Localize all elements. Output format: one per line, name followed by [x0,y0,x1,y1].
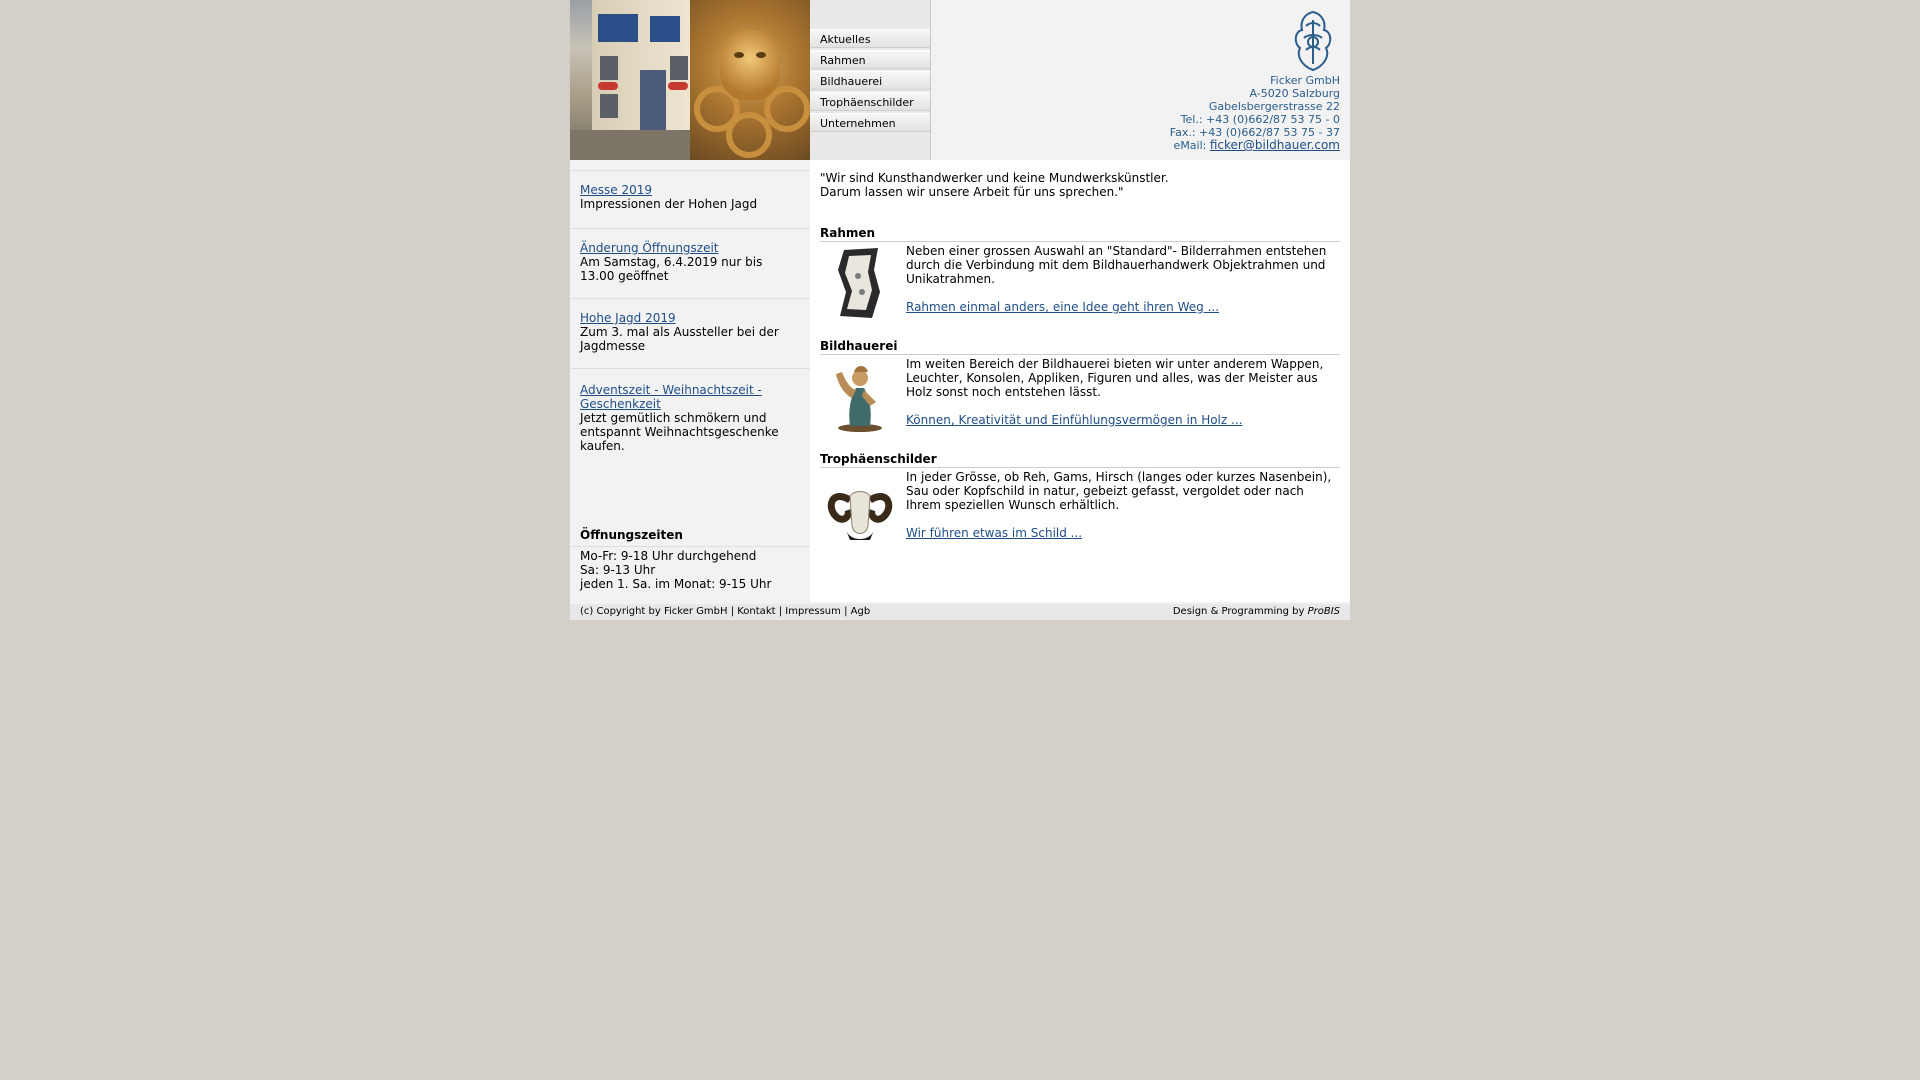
credit-brand: ProBIS [1307,606,1340,617]
news-item [570,298,810,356]
trophy-thumbnail[interactable] [820,470,900,544]
news-item [570,368,810,468]
section-title-bildhauerei: Bildhauerei [820,339,1340,355]
copyright-text: (c) Copyright by Ficker GmbH [580,606,728,617]
intro-quote [820,171,1169,199]
footer-link-kontakt[interactable]: Kontakt [737,606,776,617]
opening-hours-line: Mo-Fr: 9-18 Uhr durchgehend [580,549,757,563]
section-rahmen [906,244,1340,314]
footer-link-agb[interactable]: Agb [850,606,871,617]
news-text: Zum 3. mal als Aussteller bei der Jagdmesse [580,325,779,353]
news-title-link[interactable]: Adventszeit - Weihnachtszeit - Geschenkzeit [580,383,762,411]
footer-separator: | [730,606,735,617]
section-title-rahmen: Rahmen [820,226,1340,242]
credit-text: Design & Programming by [1172,606,1305,617]
footer-separator: | [778,606,783,617]
opening-hours-line: Sa: 9-13 Uhr [580,563,656,577]
section-title-trophaeenschilder: Trophäenschilder [820,452,1340,468]
section-trophaeenschilder [906,470,1340,540]
quote-line: Darum lassen wir unsere Arbeit für uns sprechen." [820,185,1124,199]
company-city: A-5020 Salzburg [1249,87,1340,100]
section-link-bildhauerei[interactable]: Können, Kreativität und Einfühlungsvermögen in Holz ... [906,413,1243,427]
frame-thumbnail[interactable] [820,246,900,320]
main-menu [810,0,931,160]
email-link[interactable]: ficker@bildhauer.com [1209,138,1340,152]
section-description: In jeder Grösse, ob Reh, Gams, Hirsch (langes oder kurzes Nasenbein), Sau oder Kopfschild in natur, gebeizt gefasst, vergoldet oder nach Ihrem speziellen Wunsch erhältlich. [906,470,1332,512]
footer-separator: | [844,606,848,617]
news-item [570,228,810,286]
page-container [570,0,1350,620]
news-sidebar [570,160,810,602]
email-label: eMail: [1173,139,1207,152]
section-link-rahmen[interactable]: Rahmen einmal anders, eine Idee geht ihren Weg ... [906,300,1220,314]
company-street: Gabelsbergerstrasse 22 [1208,100,1340,113]
news-text: Jetzt gemütlich schmökern und entspannt Weihnachtsgeschenke kaufen. [580,411,779,453]
company-address [1170,8,1340,152]
section-description: Im weiten Bereich der Bildhauerei bieten wir unter anderem Wappen, Leuchter, Konsolen, Appliken, Figuren und alles, was der Meister aus Holz sonst noch entstehen lässt. [906,357,1324,399]
menu-item-trophaeenschilder[interactable]: Trophäenschilder [810,92,930,111]
news-title-link[interactable]: Messe 2019 [580,183,652,197]
opening-hours [570,546,810,591]
opening-hours-title: Öffnungszeiten [580,528,683,542]
footer-link-impressum[interactable]: Impressum [785,606,841,617]
section-bildhauerei [906,357,1340,427]
section-link-trophaeenschilder[interactable]: Wir führen etwas im Schild ... [906,526,1083,540]
menu-item-unternehmen[interactable]: Unternehmen [810,113,930,132]
news-text: Am Samstag, 6.4.2019 nur bis 13.00 geöffnet [580,255,763,283]
footer-left [580,604,870,620]
section-description: Neben einer grossen Auswahl an "Standard"- Bilderrahmen entstehen durch die Verbindung mit dem Bildhauerhandwerk Objektrahmen und Unikatrahmen. [906,244,1327,286]
opening-hours-line: jeden 1. Sa. im Monat: 9-15 Uhr [580,577,772,591]
company-tel: Tel.: +43 (0)662/87 53 75 - 0 [1180,113,1340,126]
menu-item-bildhauerei[interactable]: Bildhauerei [810,71,930,90]
news-item [570,170,810,218]
company-name: Ficker GmbH [1270,74,1340,87]
shop-front-photo [570,0,690,160]
carving-photo [690,0,810,160]
crest-logo-icon [1286,8,1340,74]
quote-line: "Wir sind Kunsthandwerker und keine Mundwerkskünstler. [820,171,1169,185]
main-content [810,160,1350,602]
menu-item-rahmen[interactable]: Rahmen [810,50,930,69]
company-fax: Fax.: +43 (0)662/87 53 75 - 37 [1169,126,1340,139]
footer [570,604,1350,620]
email-row [1170,139,1340,152]
news-title-link[interactable]: Änderung Öffnungszeit [580,241,719,255]
header [570,0,1350,160]
footer-credit [1173,604,1340,620]
news-text: Impressionen der Hohen Jagd [580,197,758,211]
news-title-link[interactable]: Hohe Jagd 2019 [580,311,676,325]
menu-item-aktuelles[interactable]: Aktuelles [810,29,930,48]
sculpture-thumbnail[interactable] [820,358,900,432]
